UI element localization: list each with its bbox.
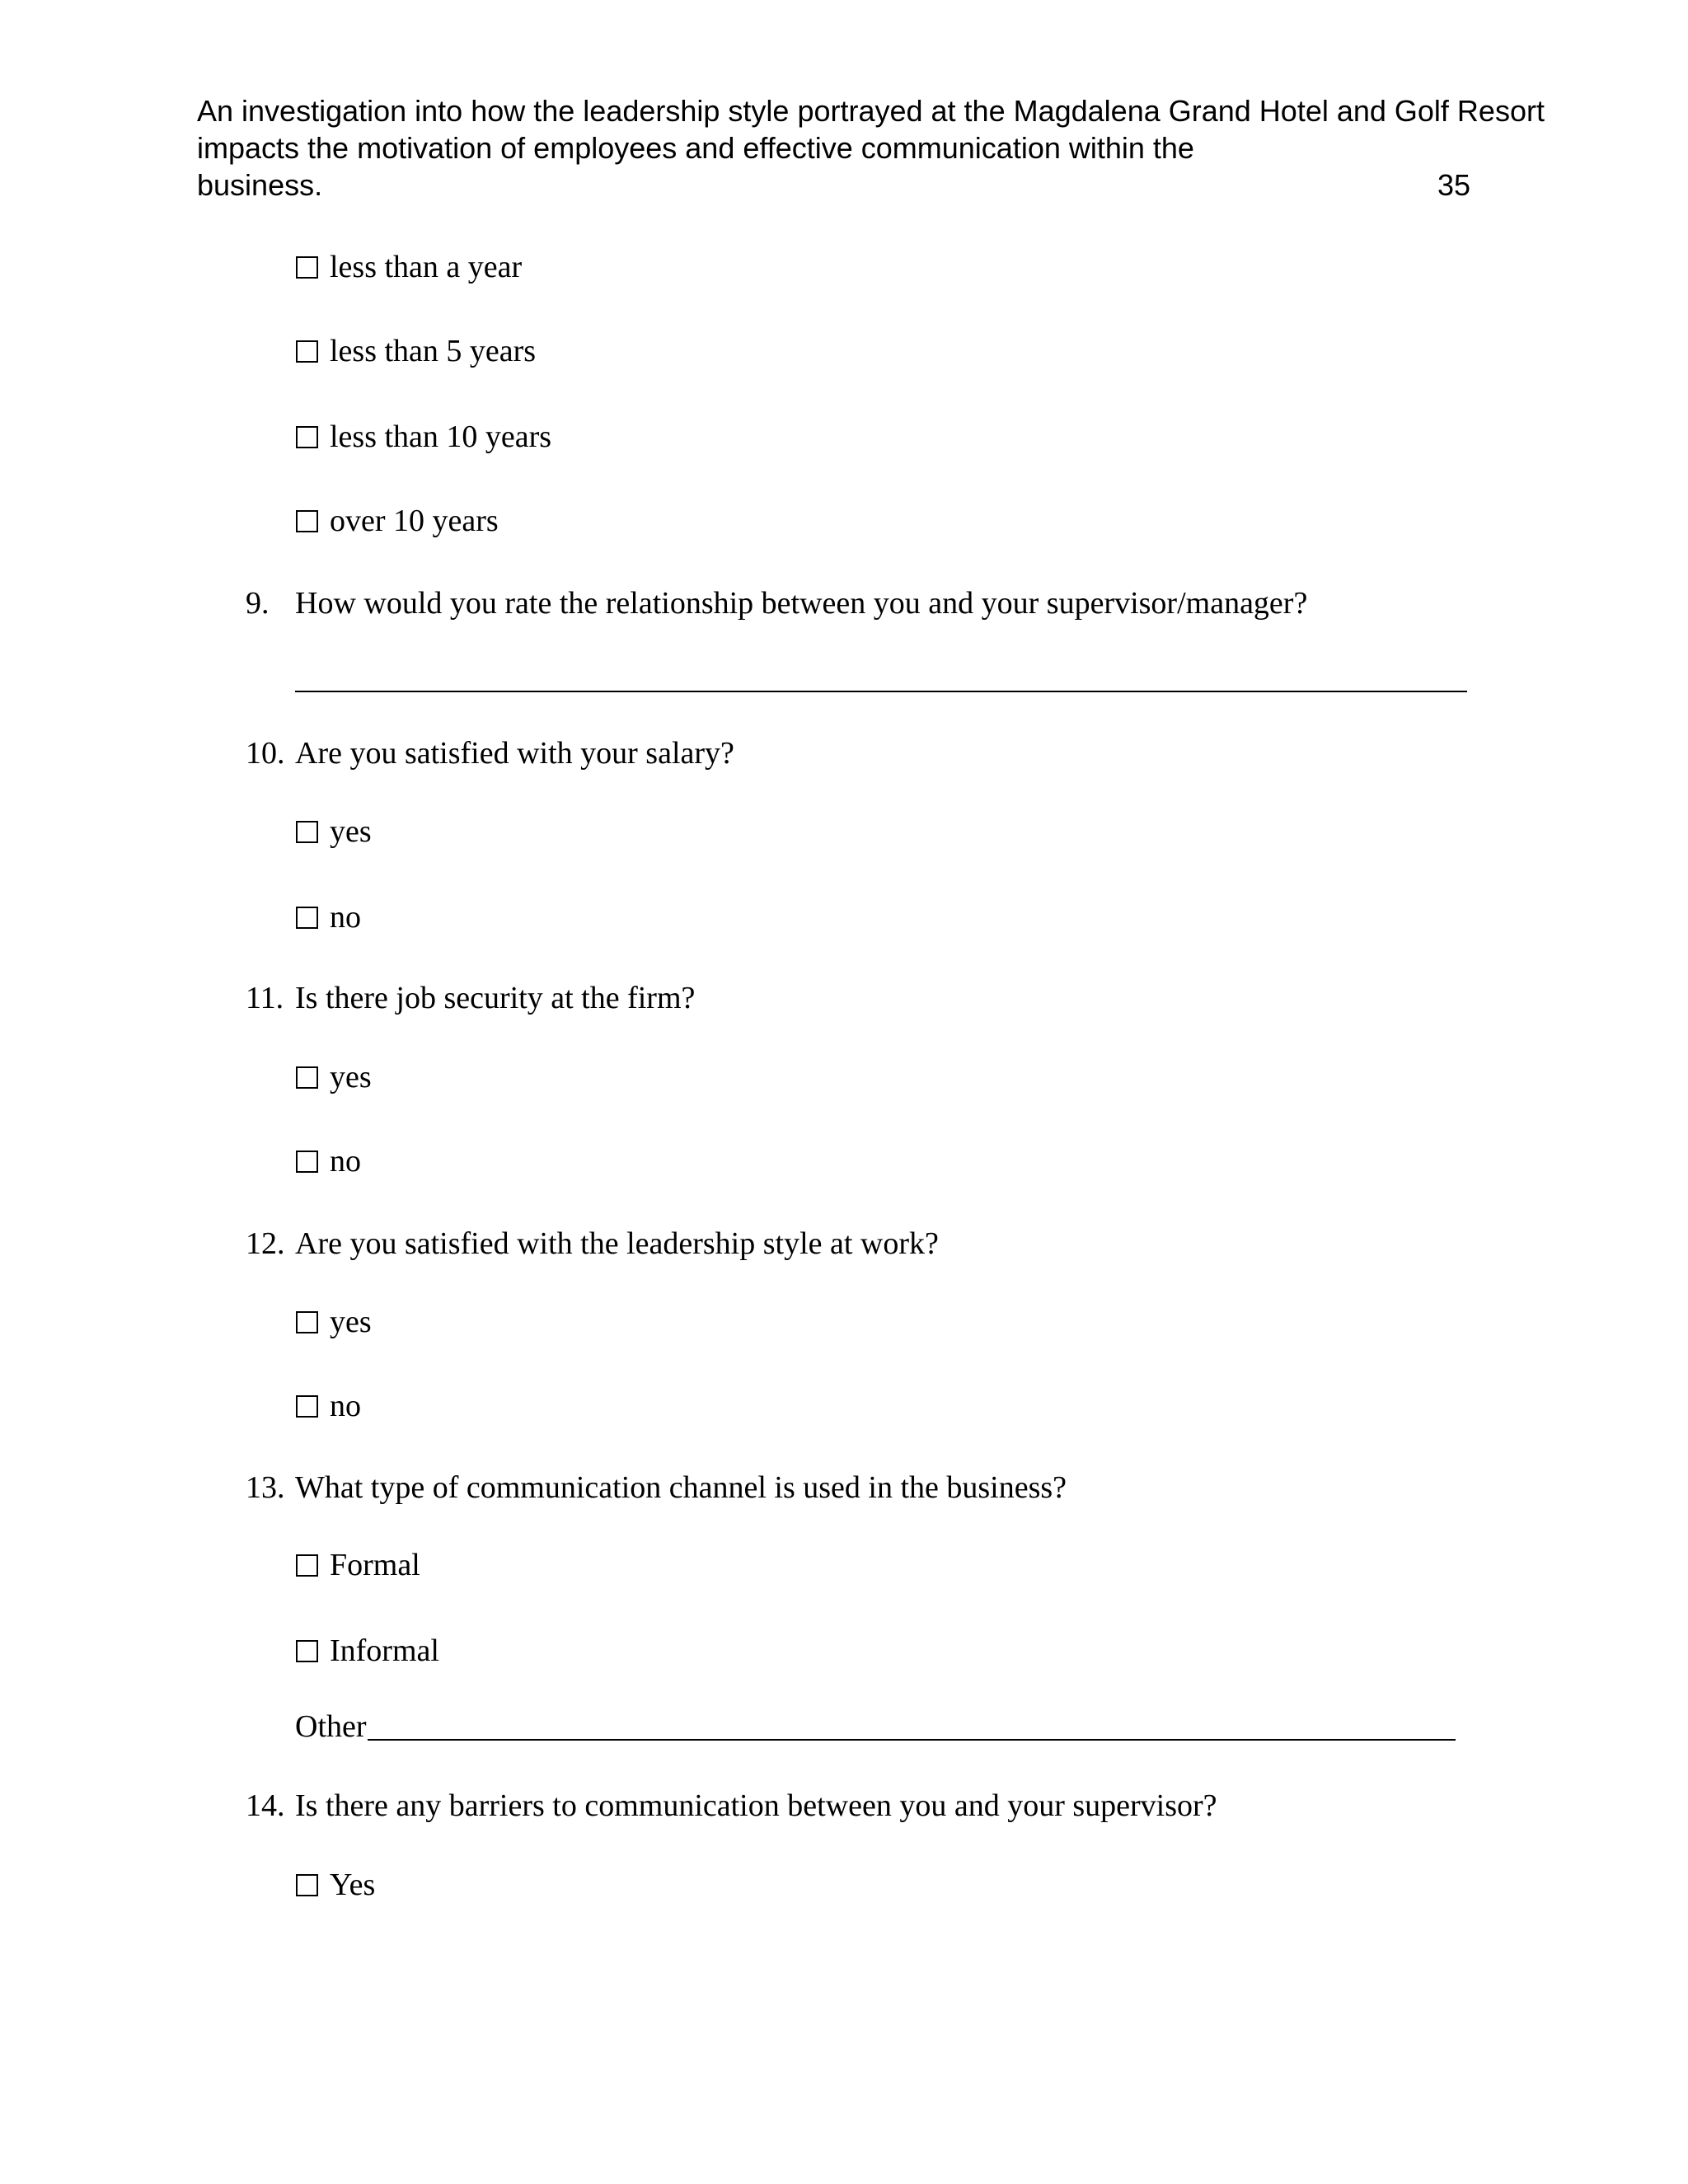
checkbox-icon[interactable] xyxy=(296,1640,318,1662)
option-less-than-5-years[interactable] xyxy=(296,331,536,371)
option-label: yes xyxy=(330,1305,372,1339)
checkbox-icon[interactable] xyxy=(296,1311,318,1333)
header-line-3: business. xyxy=(197,168,323,202)
option-label: yes xyxy=(330,814,372,849)
question-12-option-yes[interactable] xyxy=(296,1302,372,1342)
question-13-text: What type of communication channel is used in the business? xyxy=(295,1470,1067,1505)
checkbox-icon[interactable] xyxy=(296,821,318,843)
question-13-option-informal[interactable] xyxy=(296,1631,439,1671)
page-number: 35 xyxy=(1437,168,1470,202)
option-label: less than 5 years xyxy=(330,334,537,368)
checkbox-icon[interactable] xyxy=(296,426,318,448)
checkbox-icon[interactable] xyxy=(296,340,318,363)
checkbox-icon[interactable] xyxy=(296,1554,318,1577)
checkbox-icon[interactable] xyxy=(296,1874,318,1896)
checkbox-icon[interactable] xyxy=(296,1151,318,1173)
question-10-number: 10. xyxy=(246,736,285,771)
running-header xyxy=(197,92,1545,204)
option-label: over 10 years xyxy=(330,504,499,538)
question-10-text: Are you satisfied with your salary? xyxy=(295,736,734,771)
checkbox-icon[interactable] xyxy=(296,907,318,929)
question-14-option-yes[interactable] xyxy=(296,1865,375,1905)
option-label: no xyxy=(330,1389,361,1423)
header-line-2: impacts the motivation of employees and effective communication within the xyxy=(197,131,1194,165)
question-10-option-yes[interactable] xyxy=(296,812,372,851)
question-9-answer-line[interactable] xyxy=(295,691,1467,692)
question-9-text: How would you rate the relationship between you and your supervisor/manager? xyxy=(295,586,1308,621)
question-11-number: 11. xyxy=(246,981,284,1015)
question-13-other-label: Other xyxy=(295,1709,367,1744)
option-label: Yes xyxy=(330,1868,376,1902)
option-over-10-years[interactable] xyxy=(296,501,499,541)
header-line-1: An investigation into how the leadership style portrayed at the Magdalena Grand Hotel and Golf Resort xyxy=(197,94,1545,128)
question-14-number: 14. xyxy=(246,1788,285,1823)
option-label: yes xyxy=(330,1060,372,1094)
question-9-number: 9. xyxy=(246,586,270,621)
question-11-text: Is there job security at the firm? xyxy=(295,981,696,1015)
question-11-option-yes[interactable] xyxy=(296,1057,372,1097)
option-label: no xyxy=(330,900,361,935)
option-label: Informal xyxy=(330,1633,439,1668)
question-14-text: Is there any barriers to communication between you and your supervisor? xyxy=(295,1788,1217,1823)
question-12-text: Are you satisfied with the leadership style at work? xyxy=(295,1226,939,1261)
option-less-than-10-years[interactable] xyxy=(296,417,551,457)
option-label: less than a year xyxy=(330,250,523,284)
checkbox-icon[interactable] xyxy=(296,1395,318,1418)
question-13-option-formal[interactable] xyxy=(296,1545,420,1585)
question-10-option-no[interactable] xyxy=(296,898,361,937)
option-label: Formal xyxy=(330,1548,420,1582)
checkbox-icon[interactable] xyxy=(296,510,318,532)
option-label: no xyxy=(330,1144,361,1179)
checkbox-icon[interactable] xyxy=(296,1066,318,1089)
checkbox-icon[interactable] xyxy=(296,256,318,279)
question-11-option-no[interactable] xyxy=(296,1141,361,1181)
question-13-other-answer-line[interactable] xyxy=(368,1739,1456,1741)
option-less-than-a-year[interactable] xyxy=(296,247,522,287)
question-12-option-no[interactable] xyxy=(296,1386,361,1426)
option-label: less than 10 years xyxy=(330,419,552,454)
question-13-number: 13. xyxy=(246,1470,285,1505)
question-12-number: 12. xyxy=(246,1226,285,1261)
